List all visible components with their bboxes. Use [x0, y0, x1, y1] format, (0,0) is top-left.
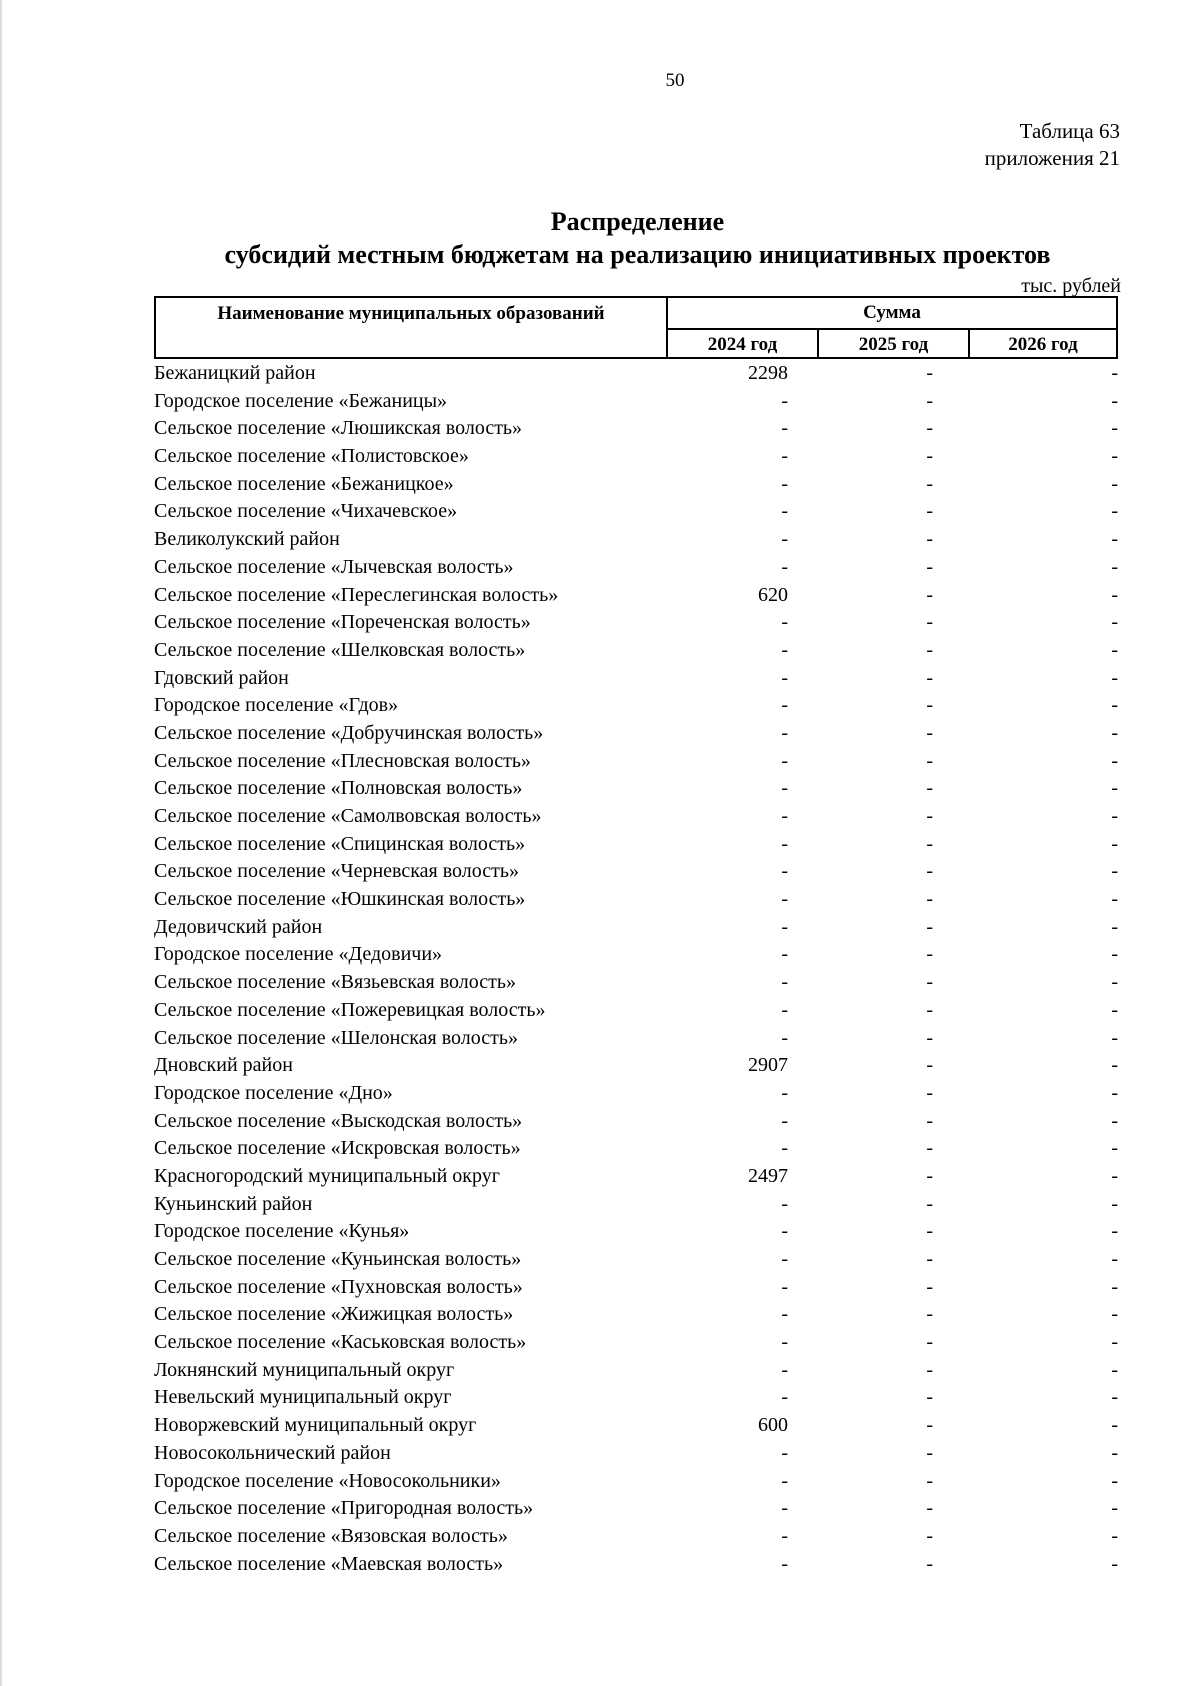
municipality-name: Сельское поселение «Юшкинская волость» [154, 888, 526, 911]
municipality-name: Сельское поселение «Самолвовская волость» [154, 805, 542, 827]
value-2024: - [781, 832, 788, 855]
municipality-name: Сельское поселение «Искровская волость» [154, 1137, 521, 1160]
table-number: Таблица 63 [1019, 119, 1120, 143]
value-2024: 600 [758, 1414, 788, 1437]
municipality-name: Сельское поселение «Пожеревицкая волость» [154, 998, 546, 1021]
value-2024: - [781, 998, 788, 1021]
value-2026: - [1111, 1497, 1118, 1520]
table-row [154, 941, 1118, 969]
value-2026: - [1111, 1192, 1118, 1215]
value-2024: - [781, 1275, 788, 1298]
value-2025: - [926, 1524, 933, 1547]
municipality-name: Сельское поселение «Вязьевская волость» [154, 971, 516, 994]
table-row [154, 720, 1118, 748]
value-2025: - [926, 528, 933, 551]
value-2024: - [781, 943, 788, 966]
value-2024: - [781, 528, 788, 551]
value-2026: - [1111, 694, 1118, 717]
municipality-name: Сельское поселение «Шелковская волость» [154, 638, 526, 661]
value-2025: - [926, 1220, 933, 1243]
table-row [154, 1495, 1118, 1523]
municipality-name: Сельское поселение «Пухновская волость» [154, 1275, 523, 1298]
municipality-name: Сельское поселение «Полновская волость» [154, 777, 523, 800]
value-2026: - [1111, 1552, 1118, 1575]
table-row [154, 1274, 1118, 1302]
value-2024: - [781, 638, 788, 661]
table-row [154, 1246, 1118, 1274]
value-2026: - [1111, 749, 1118, 772]
table-row [154, 498, 1118, 526]
table-row [154, 526, 1118, 554]
value-2025: - [926, 1248, 933, 1270]
value-2024: 2907 [748, 1054, 788, 1077]
value-2026: - [1111, 943, 1118, 966]
table-row [154, 969, 1118, 997]
value-2025: - [926, 1552, 933, 1575]
value-2026: - [1111, 1220, 1118, 1243]
value-2024: - [781, 1248, 788, 1270]
municipality-name: Новосокольнический район [154, 1441, 391, 1464]
units-label: тыс. рублей [1021, 275, 1121, 297]
value-2025: - [926, 1192, 933, 1215]
municipality-name: Сельское поселение «Черневская волость» [154, 860, 520, 883]
value-2024: - [781, 1137, 788, 1160]
value-2026: - [1111, 1164, 1118, 1187]
value-2025: - [926, 666, 933, 689]
value-2025: - [926, 943, 933, 966]
value-2026: - [1111, 1358, 1118, 1381]
value-2026: - [1111, 971, 1118, 994]
municipality-name: Сельское поселение «Куньинская волость» [154, 1248, 522, 1270]
value-2024: - [781, 915, 788, 938]
municipality-name: Городское поселение «Дедовичи» [154, 943, 443, 966]
value-2025: - [926, 971, 933, 994]
table-row [154, 471, 1118, 499]
municipality-name: Сельское поселение «Плесновская волость» [154, 749, 531, 772]
value-2025: - [926, 998, 933, 1021]
value-2025: - [926, 805, 933, 827]
value-2026: - [1111, 1524, 1118, 1547]
table-row [154, 1412, 1118, 1440]
header-year-2025: 2025 год [819, 330, 970, 359]
value-2026: - [1111, 417, 1118, 440]
value-2025: - [926, 638, 933, 661]
value-2026: - [1111, 915, 1118, 938]
table-row [154, 775, 1118, 803]
value-2025: - [926, 1054, 933, 1077]
table-row [154, 554, 1118, 582]
value-2026: - [1111, 1054, 1118, 1077]
value-2026: - [1111, 1248, 1118, 1270]
value-2024: - [781, 1441, 788, 1464]
value-2026: - [1111, 445, 1118, 468]
value-2026: - [1111, 611, 1118, 634]
value-2025: - [926, 1497, 933, 1520]
municipality-name: Дедовичский район [154, 915, 323, 938]
municipality-name: Великолукский район [154, 528, 340, 551]
table-row [154, 388, 1118, 416]
value-2026: - [1111, 1109, 1118, 1132]
value-2026: - [1111, 805, 1118, 827]
municipality-name: Сельское поселение «Шелонская волость» [154, 1026, 518, 1049]
value-2024: - [781, 694, 788, 717]
value-2024: - [781, 1497, 788, 1520]
value-2025: - [926, 1414, 933, 1437]
value-2025: - [926, 1441, 933, 1464]
municipality-name: Сельское поселение «Выскодская волость» [154, 1109, 523, 1132]
municipality-name: Сельское поселение «Вязовская волость» [154, 1524, 508, 1547]
table-row [154, 1440, 1118, 1468]
value-2026: - [1111, 472, 1118, 495]
municipality-name: Новоржевский муниципальный округ [154, 1414, 477, 1437]
table-reference [985, 118, 1120, 172]
value-2024: - [781, 749, 788, 772]
table-row [154, 858, 1118, 886]
value-2024: - [781, 611, 788, 634]
municipality-name: Дновский район [154, 1054, 293, 1077]
value-2026: - [1111, 1331, 1118, 1354]
header-year-2026: 2026 год [1008, 334, 1078, 355]
table-row [154, 1135, 1118, 1163]
value-2026: - [1111, 832, 1118, 855]
value-2025: - [926, 611, 933, 634]
table-row [154, 997, 1118, 1025]
table-row [154, 1551, 1118, 1579]
municipality-name: Городское поселение «Бежаницы» [154, 389, 448, 412]
municipality-name: Сельское поселение «Полистовское» [154, 445, 469, 468]
value-2025: - [926, 721, 933, 744]
municipality-name: Сельское поселение «Жижицкая волость» [154, 1303, 514, 1326]
value-2026: - [1111, 638, 1118, 661]
value-2024: - [781, 555, 788, 578]
table-row [154, 1384, 1118, 1412]
table-row [154, 360, 1118, 388]
table-row [154, 1329, 1118, 1357]
value-2025: - [926, 694, 933, 717]
table-row [154, 1025, 1118, 1053]
table-row [154, 637, 1118, 665]
table-row [154, 609, 1118, 637]
value-2024: 2298 [748, 362, 788, 384]
municipality-name: Сельское поселение «Переслегинская волость» [154, 583, 559, 606]
value-2025: - [926, 832, 933, 855]
value-2025: - [926, 362, 933, 384]
value-2026: - [1111, 1275, 1118, 1298]
value-2024: - [781, 472, 788, 495]
table-row [154, 415, 1118, 443]
value-2025: - [926, 1164, 933, 1187]
table-row [154, 692, 1118, 720]
table-row [154, 1191, 1118, 1219]
value-2024: 2497 [748, 1164, 788, 1187]
value-2026: - [1111, 888, 1118, 911]
value-2024: - [781, 888, 788, 911]
municipality-name: Городское поселение «Дно» [154, 1081, 393, 1104]
value-2026: - [1111, 777, 1118, 800]
value-2026: - [1111, 1081, 1118, 1104]
table-row [154, 1108, 1118, 1136]
municipality-name: Сельское поселение «Бежаницкое» [154, 472, 454, 495]
value-2024: - [781, 1081, 788, 1104]
value-2025: - [926, 1081, 933, 1104]
value-2025: - [926, 583, 933, 606]
table-row [154, 665, 1118, 693]
value-2026: - [1111, 1386, 1118, 1409]
value-2026: - [1111, 1026, 1118, 1049]
value-2025: - [926, 1109, 933, 1132]
value-2025: - [926, 1026, 933, 1049]
value-2024: - [781, 860, 788, 883]
value-2024: - [781, 1524, 788, 1547]
value-2026: - [1111, 362, 1118, 384]
table-row [154, 886, 1118, 914]
municipality-name: Гдовский район [154, 666, 289, 689]
municipality-name: Локнянский муниципальный округ [154, 1358, 455, 1381]
value-2025: - [926, 915, 933, 938]
value-2026: - [1111, 666, 1118, 689]
municipality-name: Куньинский район [154, 1192, 313, 1215]
value-2025: - [926, 417, 933, 440]
value-2026: - [1111, 500, 1118, 523]
table-row [154, 443, 1118, 471]
table-header [154, 296, 1118, 359]
municipality-name: Невельский муниципальный округ [154, 1386, 452, 1409]
value-2025: - [926, 1469, 933, 1492]
municipality-name: Красногородский муниципальный округ [154, 1164, 500, 1187]
value-2024: - [781, 1192, 788, 1215]
value-2025: - [926, 1358, 933, 1381]
value-2024: - [781, 1358, 788, 1381]
value-2025: - [926, 472, 933, 495]
value-2024: - [781, 1026, 788, 1049]
value-2026: - [1111, 1303, 1118, 1326]
municipality-name: Сельское поселение «Спицинская волость» [154, 832, 526, 855]
value-2024: - [781, 1469, 788, 1492]
value-2025: - [926, 888, 933, 911]
value-2026: - [1111, 528, 1118, 551]
municipality-name: Сельское поселение «Каськовская волость» [154, 1331, 527, 1354]
table-row [154, 831, 1118, 859]
municipality-name: Сельское поселение «Добручинская волость» [154, 721, 544, 744]
value-2026: - [1111, 721, 1118, 744]
table-row [154, 1357, 1118, 1385]
municipality-name: Сельское поселение «Пореченская волость» [154, 611, 531, 634]
value-2024: - [781, 805, 788, 827]
value-2025: - [926, 1137, 933, 1160]
scan-edge [0, 0, 3, 1686]
table-row [154, 1218, 1118, 1246]
municipality-name: Городское поселение «Кунья» [154, 1220, 410, 1243]
table-row [154, 1468, 1118, 1496]
value-2024: - [781, 777, 788, 800]
header-year-2024: 2024 год [668, 330, 819, 359]
table-row [154, 1052, 1118, 1080]
table-row [154, 1163, 1118, 1191]
value-2024: - [781, 417, 788, 440]
value-2024: - [781, 971, 788, 994]
document-title [150, 205, 1125, 271]
table-row [154, 748, 1118, 776]
value-2024: - [781, 389, 788, 412]
municipality-name: Сельское поселение «Пригородная волость» [154, 1497, 534, 1520]
value-2026: - [1111, 1441, 1118, 1464]
municipality-name: Сельское поселение «Чихачевское» [154, 500, 458, 523]
value-2025: - [926, 389, 933, 412]
value-2025: - [926, 1275, 933, 1298]
value-2025: - [926, 445, 933, 468]
table-row [154, 1523, 1118, 1551]
municipality-name: Бежаницкий район [154, 362, 316, 384]
appendix-number: приложения 21 [984, 146, 1120, 170]
value-2026: - [1111, 1414, 1118, 1437]
value-2024: - [781, 721, 788, 744]
municipality-name: Сельское поселение «Маевская волость» [154, 1552, 504, 1575]
table-row [154, 582, 1118, 610]
table-row [154, 803, 1118, 831]
value-2024: - [781, 1331, 788, 1354]
value-2024: - [781, 1552, 788, 1575]
value-2026: - [1111, 998, 1118, 1021]
value-2026: - [1111, 860, 1118, 883]
value-2024: - [781, 1386, 788, 1409]
value-2025: - [926, 1386, 933, 1409]
value-2026: - [1111, 555, 1118, 578]
value-2024: 620 [758, 583, 788, 606]
municipality-name: Сельское поселение «Люшикская волость» [154, 417, 523, 440]
value-2024: - [781, 500, 788, 523]
value-2025: - [926, 749, 933, 772]
value-2024: - [781, 1109, 788, 1132]
value-2026: - [1111, 1137, 1118, 1160]
page-number: 50 [665, 70, 685, 91]
title-line-1: Распределение [550, 207, 725, 236]
value-2024: - [781, 666, 788, 689]
value-2024: - [781, 445, 788, 468]
value-2025: - [926, 777, 933, 800]
table-row [154, 914, 1118, 942]
title-line-2: субсидий местным бюджетам на реализацию инициативных проектов [224, 240, 1051, 269]
municipality-name: Городское поселение «Гдов» [154, 694, 399, 717]
value-2025: - [926, 500, 933, 523]
municipality-name: Городское поселение «Новосокольники» [154, 1469, 501, 1492]
value-2025: - [926, 1331, 933, 1354]
table-body [154, 360, 1118, 1578]
value-2026: - [1111, 583, 1118, 606]
value-2026: - [1111, 389, 1118, 412]
municipality-name: Сельское поселение «Лычевская волость» [154, 555, 514, 578]
table-row [154, 1301, 1118, 1329]
value-2026: - [1111, 1469, 1118, 1492]
value-2024: - [781, 1303, 788, 1326]
table-row [154, 1080, 1118, 1108]
header-sum: Сумма [668, 298, 1116, 330]
value-2025: - [926, 860, 933, 883]
value-2025: - [926, 1303, 933, 1326]
value-2024: - [781, 1220, 788, 1243]
header-name-column: Наименование муниципальных образований [156, 298, 668, 357]
value-2025: - [926, 555, 933, 578]
